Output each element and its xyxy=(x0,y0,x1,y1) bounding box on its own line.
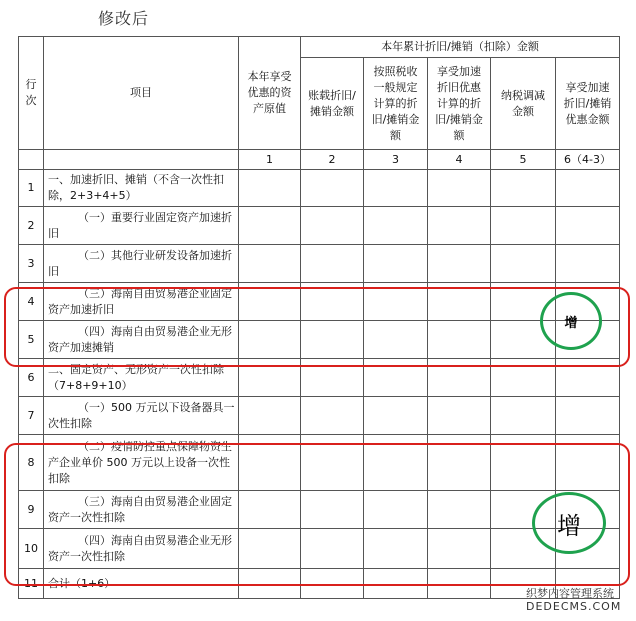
table-row xyxy=(19,245,620,283)
row-item: （一）重要行业固定资产加速折旧 xyxy=(44,207,239,245)
num-cell-empty xyxy=(44,150,239,170)
row-item: （四）海南自由贸易港企业无形资产加速摊销 xyxy=(44,321,239,359)
row-number: 8 xyxy=(19,435,44,491)
input-cell[interactable] xyxy=(364,207,428,245)
row-item: （一）500 万元以下设备器具一次性扣除 xyxy=(44,397,239,435)
input-cell[interactable] xyxy=(556,207,620,245)
num-cell-empty xyxy=(19,150,44,170)
input-cell[interactable] xyxy=(239,397,301,435)
input-cell[interactable] xyxy=(301,397,364,435)
input-cell[interactable] xyxy=(428,245,491,283)
input-cell[interactable] xyxy=(428,170,491,207)
row-item: （二）疫情防控重点保障物资生产企业单价 500 万元以上设备一次性扣除 xyxy=(44,435,239,491)
input-cell[interactable] xyxy=(428,207,491,245)
added-stamp-small xyxy=(540,292,602,350)
row-number: 6 xyxy=(19,359,44,397)
header-tax-depreciation: 按照税收一般规定计算的折旧/摊销金额 xyxy=(364,58,428,150)
header-item: 项目 xyxy=(44,37,239,150)
col-number: 2 xyxy=(301,150,364,170)
row-number: 4 xyxy=(19,283,44,321)
table-row xyxy=(19,170,620,207)
col-number: 4 xyxy=(428,150,491,170)
input-cell[interactable] xyxy=(491,397,556,435)
added-stamp-large xyxy=(532,492,606,554)
header-accelerated-depreciation: 享受加速折旧优惠计算的折旧/摊销金额 xyxy=(428,58,491,150)
header-book-depreciation: 账载折旧/摊销金额 xyxy=(301,58,364,150)
row-number: 1 xyxy=(19,170,44,207)
input-cell[interactable] xyxy=(491,207,556,245)
input-cell[interactable] xyxy=(491,245,556,283)
input-cell[interactable] xyxy=(239,170,301,207)
input-cell[interactable] xyxy=(556,245,620,283)
input-cell[interactable] xyxy=(491,170,556,207)
input-cell[interactable] xyxy=(301,245,364,283)
input-cell[interactable] xyxy=(239,245,301,283)
input-cell[interactable] xyxy=(556,170,620,207)
input-cell[interactable] xyxy=(364,397,428,435)
input-cell[interactable] xyxy=(239,207,301,245)
input-cell[interactable] xyxy=(301,207,364,245)
row-number: 3 xyxy=(19,245,44,283)
input-cell[interactable] xyxy=(556,397,620,435)
header-preferential-amount: 享受加速折旧/摊销优惠金额 xyxy=(556,58,620,150)
watermark-line1: 织梦内容管理系统 xyxy=(526,587,614,600)
col-number: 1 xyxy=(239,150,301,170)
row-number: 9 xyxy=(19,491,44,529)
header-row-no: 行次 xyxy=(19,37,44,150)
header-tax-adjustment: 纳税调减金额 xyxy=(491,58,556,150)
row-number: 10 xyxy=(19,529,44,569)
row-item: （三）海南自由贸易港企业固定资产加速折旧 xyxy=(44,283,239,321)
row-item: 合计（1+6） xyxy=(44,569,239,599)
input-cell[interactable] xyxy=(301,170,364,207)
header-asset-value: 本年享受优惠的资产原值 xyxy=(239,37,301,150)
row-item: 二、固定资产、无形资产一次性扣除（7+8+9+10） xyxy=(44,359,239,397)
row-item: （二）其他行业研发设备加速折旧 xyxy=(44,245,239,283)
row-number: 5 xyxy=(19,321,44,359)
row-number: 11 xyxy=(19,569,44,599)
row-item: （三）海南自由贸易港企业固定资产一次性扣除 xyxy=(44,491,239,529)
col-number: 6（4-3） xyxy=(556,150,620,170)
row-item: 一、加速折旧、摊销（不含一次性扣除，2+3+4+5） xyxy=(44,170,239,207)
table-row xyxy=(19,397,620,435)
row-number: 7 xyxy=(19,397,44,435)
col-number: 3 xyxy=(364,150,428,170)
input-cell[interactable] xyxy=(428,397,491,435)
highlight-oval-rows-4-5 xyxy=(4,287,630,367)
table-row xyxy=(19,207,620,245)
col-number: 5 xyxy=(491,150,556,170)
row-item: （四）海南自由贸易港企业无形资产一次性扣除 xyxy=(44,529,239,569)
input-cell[interactable] xyxy=(364,170,428,207)
header-group: 本年累计折旧/摊销（扣除）金额 xyxy=(301,37,620,58)
row-number: 2 xyxy=(19,207,44,245)
stamp-text: 增 xyxy=(564,315,578,331)
stamp-text: 增 xyxy=(557,511,581,540)
watermark-line2: DEDECMS.COM xyxy=(526,600,622,613)
page-title: 修改后 xyxy=(98,9,150,28)
input-cell[interactable] xyxy=(364,245,428,283)
